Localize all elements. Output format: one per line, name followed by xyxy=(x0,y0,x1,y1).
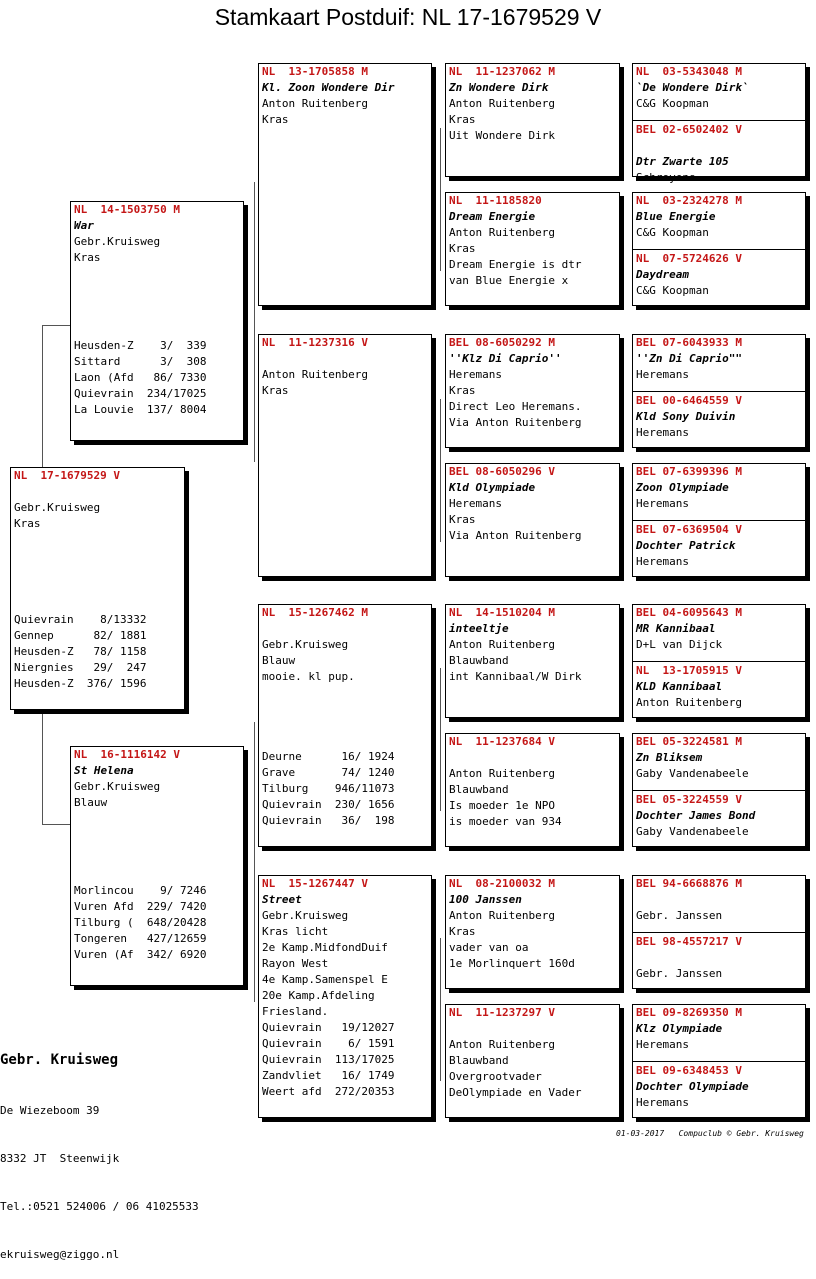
card-line: 4e Kamp.Samenspel E xyxy=(262,973,388,986)
ring-number: BEL 98-4557217 V xyxy=(636,935,742,948)
gen4-pair-card xyxy=(632,875,806,989)
gen4-pair-card xyxy=(632,1004,806,1118)
owner-block xyxy=(0,1017,199,1279)
card-line: Heremans xyxy=(636,497,689,510)
card-line: van Blue Energie x xyxy=(449,274,569,287)
owner-phone: Tel.:0521 524006 / 06 41025533 xyxy=(0,1200,199,1213)
divider xyxy=(633,932,805,933)
card-line: int Kannibaal/W Dirk xyxy=(449,670,582,683)
card-line: Blauw xyxy=(74,796,108,809)
card-line: Heremans xyxy=(636,1038,689,1051)
page-title: Stamkaart Postduif: NL 17-1679529 V xyxy=(214,4,602,30)
ring-number: NL 14-1503750 M xyxy=(74,203,180,216)
card-line: Anton Ruitenberg xyxy=(449,909,555,922)
card-line: Anton Ruitenberg xyxy=(449,638,555,651)
card-line: Quievrain 113/17025 xyxy=(262,1053,395,1066)
ring-number: NL 14-1510204 M xyxy=(449,606,555,619)
connector xyxy=(42,325,43,468)
card-line: Heremans xyxy=(636,426,689,439)
result-line: Laon (Afd 86/ 7330 xyxy=(74,371,207,384)
ring-number: BEL 09-6348453 V xyxy=(636,1064,742,1077)
ring-number: BEL 07-6043933 M xyxy=(636,336,742,349)
pigeon-name: Daydream xyxy=(636,268,689,281)
gen4-pair-card xyxy=(632,463,806,577)
card-line: Heremans xyxy=(636,555,689,568)
gen4-pair-card xyxy=(632,334,806,448)
mother-card xyxy=(70,746,244,986)
card-line: Gebr.Kruisweg xyxy=(74,235,161,248)
pigeon-name xyxy=(633,892,805,908)
card-line: Heremans xyxy=(636,368,689,381)
card-line: C&G Koopman xyxy=(636,284,709,297)
card-line: Gebr.Kruisweg xyxy=(74,780,161,793)
gen4-pair-card xyxy=(632,192,806,306)
result-line: Heusden-Z 376/ 1596 xyxy=(14,677,147,690)
ring-number: BEL 08-6050296 V xyxy=(449,465,555,478)
pigeon-name: Blue Energie xyxy=(636,210,716,223)
card-line: Kras xyxy=(74,251,101,264)
grandparent-card xyxy=(258,334,432,577)
card-line: mooie. kl pup. xyxy=(262,670,355,683)
card-line xyxy=(11,484,184,500)
result-line: Heusden-Z 3/ 339 xyxy=(74,339,207,352)
ring-number: NL 15-1267462 M xyxy=(262,606,368,619)
divider xyxy=(633,520,805,521)
card-line: Gebr.Kruisweg xyxy=(14,501,101,514)
connector xyxy=(440,128,441,271)
card-line: Schroyens xyxy=(636,171,696,184)
spacer-line xyxy=(633,138,805,154)
card-line: Gebr.Kruisweg xyxy=(262,909,349,922)
connector xyxy=(42,325,70,326)
result-line: Morlincou 9/ 7246 xyxy=(74,884,207,897)
card-line: Gebr.Kruisweg xyxy=(262,638,349,651)
card-line: Gebr. Janssen xyxy=(636,967,723,980)
great-grandparent-card xyxy=(445,192,620,306)
connector xyxy=(254,722,255,1002)
ring-number: NL 13-1705915 V xyxy=(636,664,742,677)
pigeon-name: MR Kannibaal xyxy=(636,622,716,635)
great-grandparent-card xyxy=(445,604,620,718)
pigeon-name: ''Zn Di Caprio"" xyxy=(636,352,742,365)
card-line: Direct Leo Heremans. xyxy=(449,400,582,413)
card-line: Kras licht xyxy=(262,925,329,938)
divider xyxy=(633,249,805,250)
card-line: Anton Ruitenberg xyxy=(449,226,555,239)
connector xyxy=(254,182,255,462)
grandparent-card xyxy=(258,875,432,1118)
subject-card xyxy=(10,467,185,710)
result-line: Heusden-Z 78/ 1158 xyxy=(14,645,147,658)
pigeon-name: Dtr Zwarte 105 xyxy=(636,155,729,168)
pigeon-name: Dochter Patrick xyxy=(636,539,736,552)
owner-name: Gebr. Kruisweg xyxy=(0,1052,119,1068)
owner-email: ekruisweg@ziggo.nl xyxy=(0,1248,120,1261)
ring-number: BEL 09-8269350 M xyxy=(636,1006,742,1019)
card-line: Anton Ruitenberg xyxy=(449,1038,555,1051)
divider xyxy=(633,790,805,791)
divider xyxy=(633,391,805,392)
ring-number: NL 11-1185820 xyxy=(449,194,542,207)
ring-number: NL 07-5724626 V xyxy=(636,252,742,265)
card-line: Rayon West xyxy=(262,957,329,970)
grandparent-card xyxy=(258,604,432,847)
pigeon-name: Dochter James Bond xyxy=(636,809,756,822)
pigeon-name: Kld Sony Duivin xyxy=(636,410,736,423)
card-line: Blauwband xyxy=(449,783,509,796)
divider xyxy=(633,661,805,662)
father-card xyxy=(70,201,244,441)
card-line: Blauwband xyxy=(449,1054,509,1067)
pigeon-name: St Helena xyxy=(74,764,134,777)
gen4-pair-card xyxy=(632,63,806,184)
result-line: Deurne 16/ 1924 xyxy=(262,750,395,763)
card-line: Dream Energie is dtr xyxy=(449,258,582,271)
great-grandparent-card xyxy=(445,334,620,448)
result-line: Gennep 82/ 1881 xyxy=(14,629,147,642)
result-line: La Louvie 137/ 8004 xyxy=(74,403,207,416)
result-line: Sittard 3/ 308 xyxy=(74,355,207,368)
divider xyxy=(633,120,805,121)
gen4-pair-card xyxy=(632,604,806,718)
card-line: Blauwband xyxy=(449,654,509,667)
card-line: Gaby Vandenabeele xyxy=(636,825,749,838)
card-line: 20e Kamp.Afdeling xyxy=(262,989,375,1002)
pigeon-name: Zoon Olympiade xyxy=(636,481,729,494)
card-line: Is moeder 1e NPO xyxy=(449,799,555,812)
ring-number: BEL 00-6464559 V xyxy=(636,394,742,407)
ring-number: NL 17-1679529 V xyxy=(14,469,120,482)
pigeon-name: Kl. Zoon Wondere Dir xyxy=(262,81,395,94)
card-line: 1e Morlinquert 160d xyxy=(449,957,575,970)
card-line: Overgrootvader xyxy=(449,1070,542,1083)
ring-number: NL 03-5343048 M xyxy=(636,65,742,78)
great-grandparent-card xyxy=(445,733,620,847)
card-line: Zandvliet 16/ 1749 xyxy=(262,1069,395,1082)
card-line: Quievrain 6/ 1591 xyxy=(262,1037,395,1050)
owner-city: 8332 JT Steenwijk xyxy=(0,1152,120,1165)
card-line: Heremans xyxy=(449,368,502,381)
great-grandparent-card xyxy=(445,875,620,989)
card-line: Quievrain 19/12027 xyxy=(262,1021,395,1034)
card-line: is moeder van 934 xyxy=(449,815,562,828)
result-line: Quievrain 230/ 1656 xyxy=(262,798,395,811)
ring-number: NL 11-1237062 M xyxy=(449,65,555,78)
card-line: Gebr. Janssen xyxy=(636,909,723,922)
connector xyxy=(440,668,441,811)
result-line: Grave 74/ 1240 xyxy=(262,766,395,779)
card-line: Heremans xyxy=(449,497,502,510)
result-line: Tongeren 427/12659 xyxy=(74,932,207,945)
card-line: Anton Ruitenberg xyxy=(449,767,555,780)
card-line: Kras xyxy=(449,384,476,397)
result-line: Vuren Afd 229/ 7420 xyxy=(74,900,207,913)
card-line: Anton Ruitenberg xyxy=(636,696,742,709)
pigeon-name: inteeltje xyxy=(449,622,509,635)
pigeon-name xyxy=(259,351,431,367)
card-line: C&G Koopman xyxy=(636,97,709,110)
card-line: Kras xyxy=(14,517,41,530)
ring-number: NL 15-1267447 V xyxy=(262,877,368,890)
pigeon-name xyxy=(259,621,431,637)
card-line: Anton Ruitenberg xyxy=(262,97,368,110)
ring-number: BEL 05-3224559 V xyxy=(636,793,742,806)
card-line: Kras xyxy=(449,513,476,526)
pigeon-name: Klz Olympiade xyxy=(636,1022,723,1035)
gen4-pair-card xyxy=(632,733,806,847)
pigeon-name: KLD Kannibaal xyxy=(636,680,723,693)
connector xyxy=(42,712,43,824)
ring-number: NL 16-1116142 V xyxy=(74,748,180,761)
ring-number: NL 03-2324278 M xyxy=(636,194,742,207)
card-line: Kras xyxy=(262,113,289,126)
footer-credit: 01-03-2017 Compuclub © Gebr. Kruisweg xyxy=(616,1129,804,1138)
ring-number: BEL 05-3224581 M xyxy=(636,735,742,748)
result-line: Vuren (Af 342/ 6920 xyxy=(74,948,207,961)
card-line: Kras xyxy=(449,925,476,938)
pigeon-name xyxy=(446,1021,619,1037)
connector xyxy=(440,938,441,1081)
pigeon-name: Dream Energie xyxy=(449,210,536,223)
pigeon-name: Dochter Olympiade xyxy=(636,1080,749,1093)
card-line: D+L van Dijck xyxy=(636,638,723,651)
pigeon-name: War xyxy=(74,219,94,232)
ring-number: BEL 94-6668876 M xyxy=(636,877,742,890)
divider xyxy=(633,1061,805,1062)
ring-number: NL 11-1237684 V xyxy=(449,735,555,748)
card-line: Kras xyxy=(449,242,476,255)
ring-number: NL 11-1237297 V xyxy=(449,1006,555,1019)
result-line: Tilburg ( 648/20428 xyxy=(74,916,207,929)
ring-number: BEL 07-6369504 V xyxy=(636,523,742,536)
pigeon-name: ''Klz Di Caprio'' xyxy=(449,352,562,365)
pigeon-name: `De Wondere Dirk` xyxy=(636,81,749,94)
card-line: DeOlympiade en Vader xyxy=(449,1086,582,1099)
ring-number: BEL 07-6399396 M xyxy=(636,465,742,478)
ring-number: BEL 08-6050292 M xyxy=(449,336,555,349)
card-line: Blauw xyxy=(262,654,296,667)
card-line: Anton Ruitenberg xyxy=(262,368,368,381)
great-grandparent-card xyxy=(445,1004,620,1118)
great-grandparent-card xyxy=(445,63,620,177)
result-line: Quievrain 234/17025 xyxy=(74,387,207,400)
pigeon-name xyxy=(446,750,619,766)
card-line: Gaby Vandenabeele xyxy=(636,767,749,780)
connector xyxy=(42,824,70,825)
card-line: Kras xyxy=(449,113,476,126)
pigeon-name: 100 Janssen xyxy=(449,893,522,906)
great-grandparent-card xyxy=(445,463,620,577)
pigeon-name: Zn Wondere Dirk xyxy=(449,81,549,94)
card-line: Weert afd 272/20353 xyxy=(262,1085,395,1098)
result-line: Tilburg 946/11073 xyxy=(262,782,395,795)
card-line: Via Anton Ruitenberg xyxy=(449,416,582,429)
ring-number: NL 08-2100032 M xyxy=(449,877,555,890)
card-line: Friesland. xyxy=(262,1005,329,1018)
pigeon-name: Kld Olympiade xyxy=(449,481,536,494)
result-line: Quievrain 8/13332 xyxy=(14,613,147,626)
card-line: 2e Kamp.MidfondDuif xyxy=(262,941,388,954)
result-line: Quievrain 36/ 198 xyxy=(262,814,395,827)
grandparent-card xyxy=(258,63,432,306)
result-line: Niergnies 29/ 247 xyxy=(14,661,147,674)
connector xyxy=(440,399,441,542)
ring-number: NL 13-1705858 M xyxy=(262,65,368,78)
card-line: C&G Koopman xyxy=(636,226,709,239)
ring-number: NL 11-1237316 V xyxy=(262,336,368,349)
pigeon-name: Zn Bliksem xyxy=(636,751,703,764)
owner-address: De Wiezeboom 39 xyxy=(0,1104,100,1117)
ring-number: BEL 02-6502402 V xyxy=(636,123,742,136)
card-line: Kras xyxy=(262,384,289,397)
card-line: Via Anton Ruitenberg xyxy=(449,529,582,542)
card-line: vader van oa xyxy=(449,941,529,954)
card-line: Uit Wondere Dirk xyxy=(449,129,555,142)
ring-number: BEL 04-6095643 M xyxy=(636,606,742,619)
pigeon-name xyxy=(633,950,805,966)
card-line: Anton Ruitenberg xyxy=(449,97,555,110)
card-line: Heremans xyxy=(636,1096,689,1109)
pigeon-name: Street xyxy=(262,893,302,906)
